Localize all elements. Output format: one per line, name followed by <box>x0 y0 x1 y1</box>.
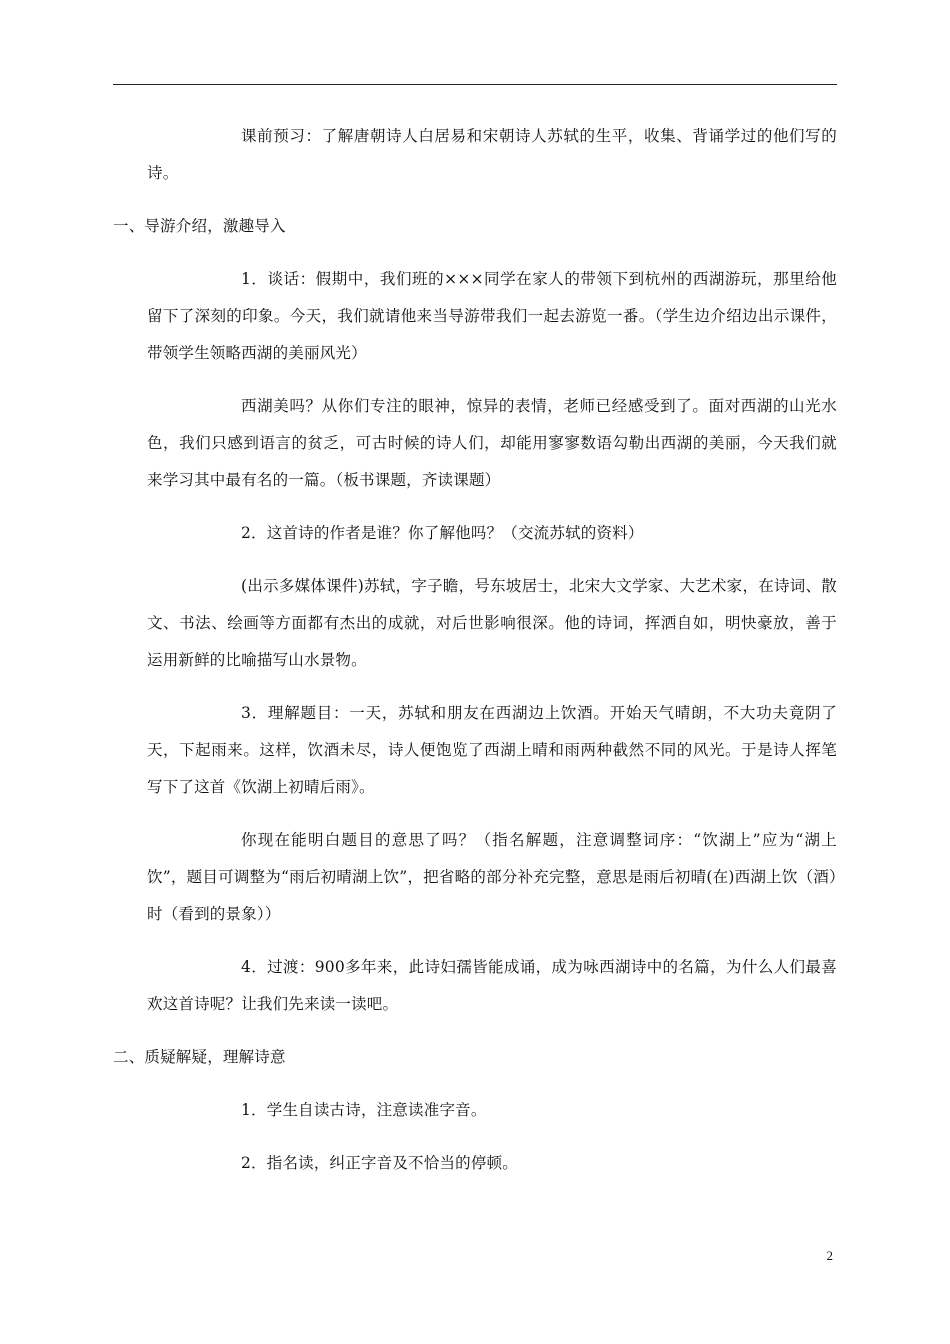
paragraph-su-shi: (出示多媒体课件)苏轼，字子瞻，号东坡居士，北宋大文学家、大艺术家，在诗词、散文、书法、绘画等方面都有杰出的成就，对后世影响很深。他的诗词，挥洒自如，明快豪放，善于运用新鲜的比喻描写山水景物。 <box>147 577 837 669</box>
header-rule <box>113 84 837 85</box>
preview-paragraph: 课前预习：了解唐朝诗人白居易和宋朝诗人苏轼的生平，收集、背诵学过的他们写的诗。 <box>147 127 837 182</box>
paragraph-author-question: 2．这首诗的作者是谁？你了解他吗？（交流苏轼的资料） <box>241 524 644 542</box>
page-number: 2 <box>826 1248 833 1263</box>
paragraph-transition: 4．过渡：900多年来，此诗妇孺皆能成诵，成为咏西湖诗中的名篇，为什么人们最喜欢这首诗呢？让我们先来读一读吧。 <box>147 958 837 1013</box>
paragraph-self-read: 1．学生自读古诗，注意读准字音。 <box>241 1101 487 1119</box>
section-heading-1: 一、导游介绍，激趣导入 <box>113 217 286 235</box>
document-body <box>113 118 837 1198</box>
section-heading-2: 二、质疑解疑，理解诗意 <box>113 1048 286 1066</box>
paragraph-talk: 1．谈话：假期中，我们班的×××同学在家人的带领下到杭州的西湖游玩，那里给他留下了深刻的印象。今天，我们就请他来当导游带我们一起去游览一番。（学生边介绍边出示课件，带领学生领略西湖的美丽风光） <box>147 270 837 362</box>
paragraph-named-read: 2．指名读，纠正字音及不恰当的停顿。 <box>241 1154 518 1172</box>
paragraph-title-understanding: 3．理解题目：一天，苏轼和朋友在西湖边上饮酒。开始天气晴朗，不大功夫竟阴了天，下起雨来。这样，饮酒未尽，诗人便饱览了西湖上晴和雨两种截然不同的风光。于是诗人挥笔写下了这首《饮湖上初晴后雨》。 <box>147 704 837 796</box>
paragraph-title-meaning: 你现在能明白题目的意思了吗？（指名解题，注意调整词序：“饮湖上”应为“湖上饮”，题目可调整为“雨后初晴湖上饮”，把省略的部分补充完整，意思是雨后初晴(在)西湖上饮（酒）时（看到的景象）） <box>147 831 837 923</box>
paragraph-west-lake: 西湖美吗？从你们专注的眼神，惊异的表情，老师已经感受到了。面对西湖的山光水色，我们只感到语言的贫乏，可古时候的诗人们，却能用寥寥数语勾勒出西湖的美丽，今天我们就来学习其中最有名的一篇。（板书课题，齐读课题） <box>147 397 837 489</box>
